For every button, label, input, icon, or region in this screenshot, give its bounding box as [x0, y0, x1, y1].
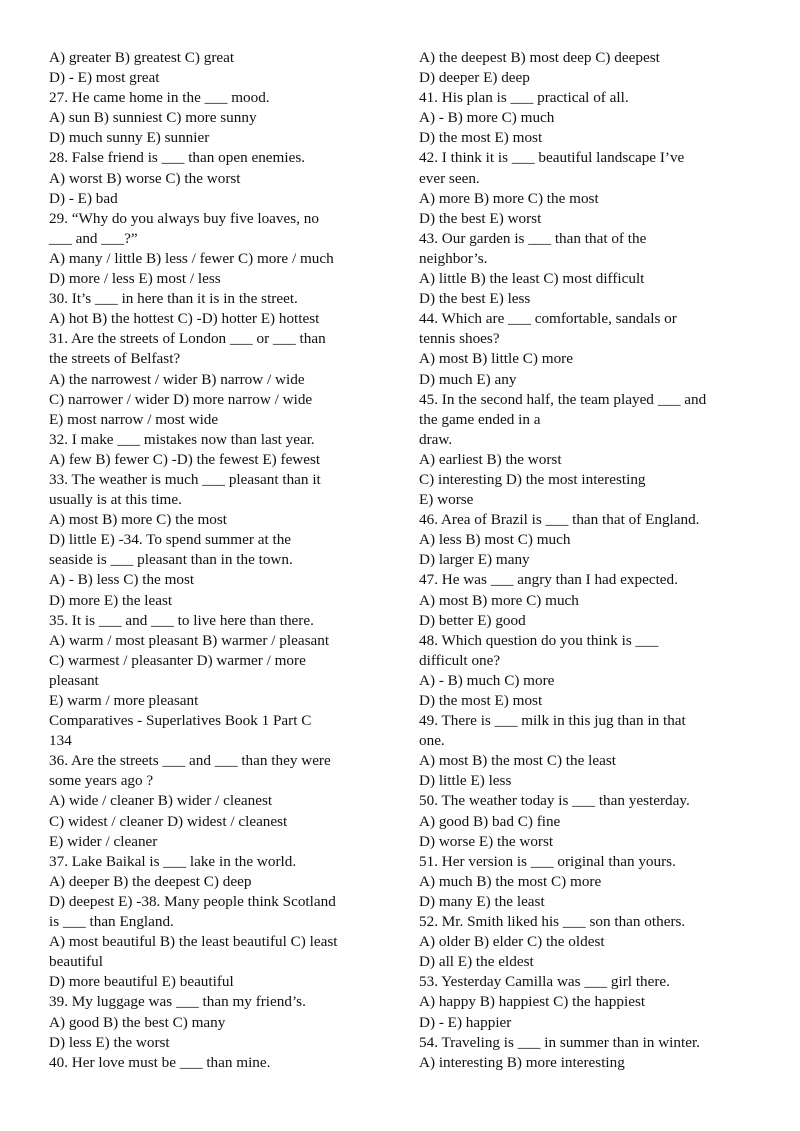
text-line: A) older B) elder C) the oldest: [419, 933, 605, 951]
text-line: A) many / little B) less / fewer C) more / much: [49, 249, 334, 267]
text-line: 44. Which are ___ comfortable, sandals or: [419, 310, 677, 328]
text-line: 49. There is ___ milk in this jug than in that: [419, 712, 686, 730]
text-line: A) most B) more C) much: [419, 591, 579, 609]
text-line: A) wide / cleaner B) wider / cleanest: [49, 792, 273, 810]
text-line: some years ago ?: [49, 772, 154, 790]
text-line: A) more B) more C) the most: [419, 189, 599, 207]
text-line: D) little E) less: [419, 772, 512, 790]
text-line: pleasant: [49, 671, 99, 689]
text-line: is ___ than England.: [49, 913, 174, 931]
text-line: D) more beautiful E) beautiful: [49, 973, 234, 991]
text-line: neighbor’s.: [419, 249, 488, 267]
text-line: ___ and ___?”: [49, 229, 138, 247]
text-line: D) better E) good: [419, 611, 526, 629]
text-line: C) widest / cleaner D) widest / cleanest: [49, 812, 288, 830]
text-line: 52. Mr. Smith liked his ___ son than others.: [419, 913, 686, 931]
text-line: 47. He was ___ angry than I had expected.: [419, 571, 678, 589]
text-line: 37. Lake Baikal is ___ lake in the world.: [49, 852, 297, 870]
text-line: D) more / less E) most / less: [49, 270, 221, 288]
text-line: E) most narrow / most wide: [49, 410, 219, 428]
text-line: E) wider / cleaner: [49, 832, 158, 850]
text-line: 45. In the second half, the team played ___ and: [419, 390, 707, 408]
text-line: D) - E) happier: [419, 1013, 512, 1031]
text-line: 35. It is ___ and ___ to live here than there.: [49, 611, 314, 629]
text-line: beautiful: [49, 953, 103, 971]
text-line: 27. He came home in the ___ mood.: [49, 89, 270, 107]
text-line: D) larger E) many: [419, 551, 530, 569]
text-line: D) the best E) less: [419, 290, 531, 308]
text-line: A) warm / most pleasant B) warmer / pleasant: [49, 631, 330, 649]
text-line: D) much E) any: [419, 370, 517, 388]
text-line: 40. Her love must be ___ than mine.: [49, 1053, 271, 1071]
text-line: D) - E) bad: [49, 189, 118, 207]
text-line: D) the most E) most: [419, 692, 543, 709]
text-line: A) deeper B) the deepest C) deep: [49, 872, 252, 890]
right-column: [419, 48, 764, 1073]
text-line: D) worse E) the worst: [419, 832, 554, 850]
text-line: A) the deepest B) most deep C) deepest: [419, 49, 660, 66]
text-line: A) less B) most C) much: [419, 531, 571, 549]
text-line: C) interesting D) the most interesting: [419, 470, 646, 488]
text-line: 39. My luggage was ___ than my friend’s.: [49, 993, 306, 1011]
text-line: 32. I make ___ mistakes now than last year.: [49, 430, 315, 448]
text-line: tennis shoes?: [419, 330, 500, 348]
text-line: one.: [419, 732, 445, 750]
text-line: draw.: [419, 430, 453, 448]
text-line: 48. Which question do you think is ___: [419, 631, 659, 649]
text-line: A) good B) the best C) many: [49, 1013, 226, 1031]
text-line: A) most beautiful B) the least beautiful C) least: [49, 933, 338, 951]
text-line: D) deeper E) deep: [419, 69, 530, 87]
text-line: C) narrower / wider D) more narrow / wide: [49, 390, 313, 408]
text-line: 134: [49, 732, 72, 750]
text-line: 28. False friend is ___ than open enemies.: [49, 149, 306, 167]
text-line: the streets of Belfast?: [49, 350, 181, 368]
text-line: A) - B) less C) the most: [49, 571, 195, 589]
text-line: A) sun B) sunniest C) more sunny: [49, 109, 257, 127]
text-line: 41. His plan is ___ practical of all.: [419, 89, 629, 107]
text-line: C) warmest / pleasanter D) warmer / more: [49, 651, 306, 669]
text-line: D) little E) -34. To spend summer at the: [49, 531, 292, 549]
text-line: 36. Are the streets ___ and ___ than they were: [49, 752, 331, 770]
text-line: A) greater B) greatest C) great: [49, 49, 235, 66]
text-line: A) most B) little C) more: [419, 350, 573, 368]
text-line: 53. Yesterday Camilla was ___ girl there.: [419, 973, 670, 991]
text-line: 31. Are the streets of London ___ or ___ than: [49, 330, 326, 348]
text-line: 30. It’s ___ in here than it is in the street.: [49, 290, 298, 308]
text-line: E) warm / more pleasant: [49, 692, 199, 709]
text-line: 33. The weather is much ___ pleasant than it: [49, 470, 321, 488]
text-line: A) interesting B) more interesting: [419, 1053, 625, 1071]
text-line: A) most B) more C) the most: [49, 511, 228, 529]
text-line: E) worse: [419, 491, 474, 509]
text-line: A) little B) the least C) most difficult: [419, 270, 645, 288]
text-line: the game ended in a: [419, 410, 541, 428]
text-line: A) the narrowest / wider B) narrow / wide: [49, 370, 305, 388]
text-line: A) earliest B) the worst: [419, 450, 562, 468]
text-line: seaside is ___ pleasant than in the town.: [49, 551, 293, 569]
text-line: D) much sunny E) sunnier: [49, 129, 210, 147]
text-line: 54. Traveling is ___ in summer than in winter.: [419, 1033, 700, 1051]
text-line: D) the best E) worst: [419, 209, 542, 227]
text-line: D) the most E) most: [419, 129, 543, 147]
text-line: ever seen.: [419, 169, 480, 187]
text-line: Comparatives - Superlatives Book 1 Part C: [49, 712, 312, 730]
text-line: 46. Area of Brazil is ___ than that of England.: [419, 511, 700, 529]
text-line: A) most B) the most C) the least: [419, 752, 616, 770]
text-line: usually is at this time.: [49, 491, 182, 509]
left-column: [49, 48, 394, 1073]
text-line: 29. “Why do you always buy five loaves, no: [49, 209, 319, 227]
text-line: D) all E) the eldest: [419, 953, 534, 971]
text-line: D) less E) the worst: [49, 1033, 170, 1051]
text-line: A) good B) bad C) fine: [419, 812, 561, 830]
text-line: 43. Our garden is ___ than that of the: [419, 229, 647, 247]
text-line: A) happy B) happiest C) the happiest: [419, 993, 646, 1011]
text-line: 51. Her version is ___ original than yours.: [419, 852, 676, 870]
text-line: A) worst B) worse C) the worst: [49, 169, 241, 187]
text-line: 42. I think it is ___ beautiful landscape I’ve: [419, 149, 685, 167]
text-line: A) - B) much C) more: [419, 671, 555, 689]
text-line: difficult one?: [419, 651, 501, 669]
text-line: D) more E) the least: [49, 591, 173, 609]
text-line: D) - E) most great: [49, 69, 160, 87]
text-line: A) hot B) the hottest C) -D) hotter E) hottest: [49, 310, 320, 328]
text-line: A) much B) the most C) more: [419, 872, 602, 890]
text-line: D) many E) the least: [419, 892, 545, 910]
text-line: A) - B) more C) much: [419, 109, 555, 127]
text-line: D) deepest E) -38. Many people think Scotland: [49, 892, 336, 910]
text-line: 50. The weather today is ___ than yesterday.: [419, 792, 690, 810]
text-line: A) few B) fewer C) -D) the fewest E) fewest: [49, 450, 321, 468]
